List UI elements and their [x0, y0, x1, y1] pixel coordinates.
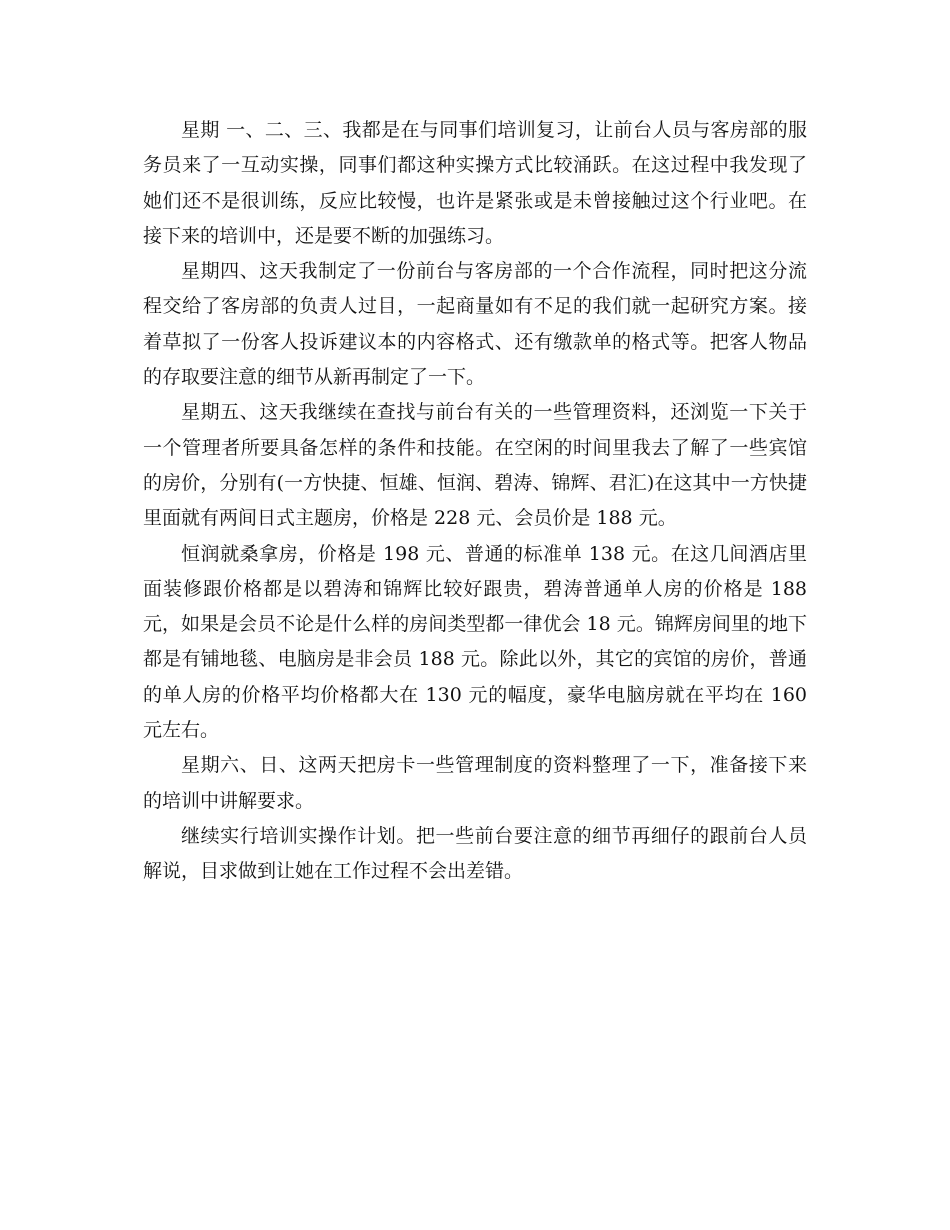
paragraph-6: 继续实行培训实操作计划。把一些前台要注意的细节再细仔的跟前台人员解说，目求做到让她在工作过程不会出差错。 [143, 824, 807, 883]
paragraph-1: 星期 一、二、三、我都是在与同事们培训复习，让前台人员与客房部的服务员来了一互动实操，同事们都这种实操方式比较涌跃。在这过程中我发现了她们还不是很训练，反应比较慢，也许是紧张或是未曾接触过这个行业吧。在接下来的培训中，还是要不断的加强练习。 [143, 119, 807, 247]
document-body [143, 113, 807, 890]
paragraph-2: 星期四、这天我制定了一份前台与客房部的一个合作流程，同时把这分流程交给了客房部的负责人过目，一起商量如有不足的我们就一起研究方案。接着草拟了一份客人投诉建议本的内容格式、还有缴款单的格式等。把客人物品的存取要注意的细节从新再制定了一下。 [143, 260, 807, 389]
paragraph-3: 星期五、这天我继续在查找与前台有关的一些管理资料，还浏览一下关于一个管理者所要具备怎样的条件和技能。在空闲的时间里我去了解了一些宾馆的房价，分别有(一方快捷、恒雄、恒润、碧涛、锦辉、君汇)在这其中一方快捷里面就有两间日式主题房，价格是 228 元、会员价是 188 元。 [143, 401, 807, 530]
paragraph-4: 恒润就桑拿房，价格是 198 元、普通的标准单 138 元。在这几间酒店里面装修跟价格都是以碧涛和锦辉比较好跟贵，碧涛普通单人房的价格是 188 元，如果是会员不论是什么样的房间类型都一律优会 18 元。锦辉房间里的地下都是有铺地毯、电脑房是非会员 188 元。除此以外，其它的宾馆的房价，普通的单人房的价格平均价格都大在 130 元的幅度，豪华电脑房就在平均在 160 元左右。 [143, 542, 807, 742]
paragraph-5: 星期六、日、这两天把房卡一些管理制度的资料整理了一下，准备接下来的培训中讲解要求。 [143, 754, 807, 812]
